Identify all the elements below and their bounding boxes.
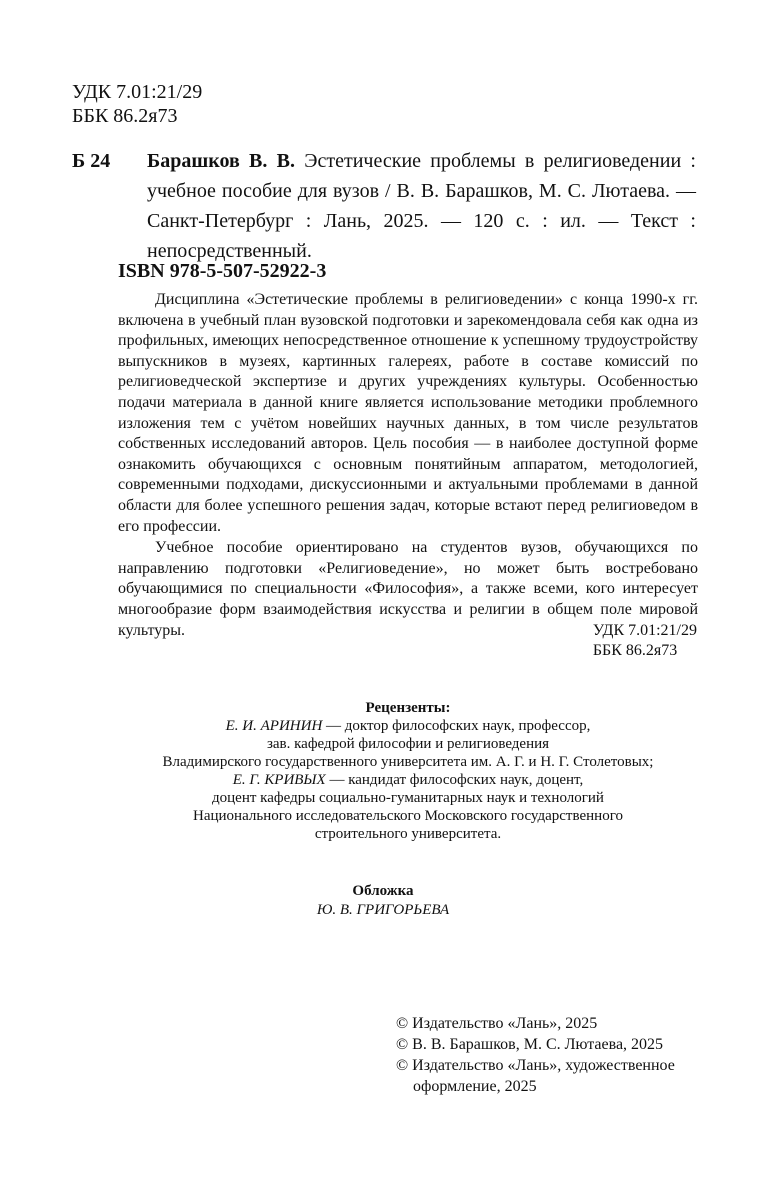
abstract	[118, 290, 698, 641]
isbn: ISBN 978-5-507-52922-3	[118, 260, 327, 282]
reviewer-1-line-3: Владимирского государственного университета им. А. Г. и Н. Г. Столетовых;	[162, 754, 654, 770]
copyright-block	[396, 1013, 736, 1097]
classification-top	[72, 80, 202, 128]
author-mark: Б 24	[72, 150, 111, 172]
udk-code-right: УДК 7.01:21/29	[592, 622, 697, 639]
udk-code: УДК 7.01:21/29	[72, 81, 203, 103]
reviewer-2-name: Е. Г. КРИВЫХ	[232, 772, 326, 788]
bibliographic-description: Эстетические проблемы в религиоведении : учебное пособие для вузов / В. В. Барашков, М. С. Лютаева. — Санкт-Петербург : Лань, 2025. — 120 с. : ил. — Текст : непосредственный.	[147, 150, 696, 262]
reviewers-block	[150, 699, 666, 843]
bbk-code: ББК 86.2я73	[72, 105, 178, 127]
copyright-line-3: © Издательство «Лань», художественное	[396, 1057, 675, 1074]
cover-designer: Ю. В. ГРИГОРЬЕВА	[316, 902, 450, 918]
abstract-paragraph-2: Учебное пособие ориентировано на студентов вузов, обучающихся по направлению подготовки «Религиоведение», но может быть востребовано обучающимися по специальности «Философия», а также всеми, кого интересует многообразие форм взаимодействия искусства и религии в общем поле мировой культуры.	[118, 539, 698, 639]
copyright-line-3-continued: оформление, 2025	[413, 1078, 537, 1095]
bibliographic-author: Барашков В. В.	[147, 150, 296, 172]
reviewer-2-line-4: строительного университета.	[314, 826, 502, 842]
reviewer-2-line-1: Е. Г. КРИВЫХ — кандидат философских наук, доцент,	[232, 772, 584, 788]
copyright-line-1: © Издательство «Лань», 2025	[396, 1015, 598, 1032]
cover-credit	[250, 882, 516, 920]
reviewer-2-line-2: доцент кафедры социально-гуманитарных наук и технологий	[212, 790, 604, 806]
bbk-code-right: ББК 86.2я73	[592, 642, 678, 659]
copyright-line-2: © В. В. Барашков, М. С. Лютаева, 2025	[396, 1036, 664, 1053]
reviewer-2-line-3: Национального исследовательского Московского государственного	[193, 808, 623, 824]
reviewer-1-line-2: зав. кафедрой философии и религиоведения	[266, 736, 550, 752]
reviewer-1-name: Е. И. АРИНИН	[225, 718, 323, 734]
cover-heading: Обложка	[352, 883, 414, 899]
bibliographic-record	[147, 146, 696, 266]
reviewers-heading: Рецензенты:	[365, 700, 451, 716]
abstract-paragraph-1: Дисциплина «Эстетические проблемы в религиоведении» с конца 1990-х гг. включена в учебный план вузовской подготовки и зарекомендовала себя как одна из профильных, имеющих непосредственное отношение к успешному трудоустройству выпускников в музеях, картинных галереях, работе в составе комиссий по религиоведческой экспертизе и других учреждениях культуры. Особенностью подачи материала в данной книге является использование методики проблемного изложения тем с учётом новейших научных данных, в том числе результатов собственных исследований авторов. Цель пособия — в наиболее доступной форме ознакомить обучающихся с основным понятийным аппаратом, методологией, современными подходами, дискуссионными и актуальными проблемами в данной области для более успешного решения задач, которые встают перед религиоведом в его профессии.	[118, 291, 698, 535]
reviewer-1-line-1: Е. И. АРИНИН — доктор философских наук, профессор,	[225, 718, 591, 734]
classification-right	[593, 621, 697, 661]
